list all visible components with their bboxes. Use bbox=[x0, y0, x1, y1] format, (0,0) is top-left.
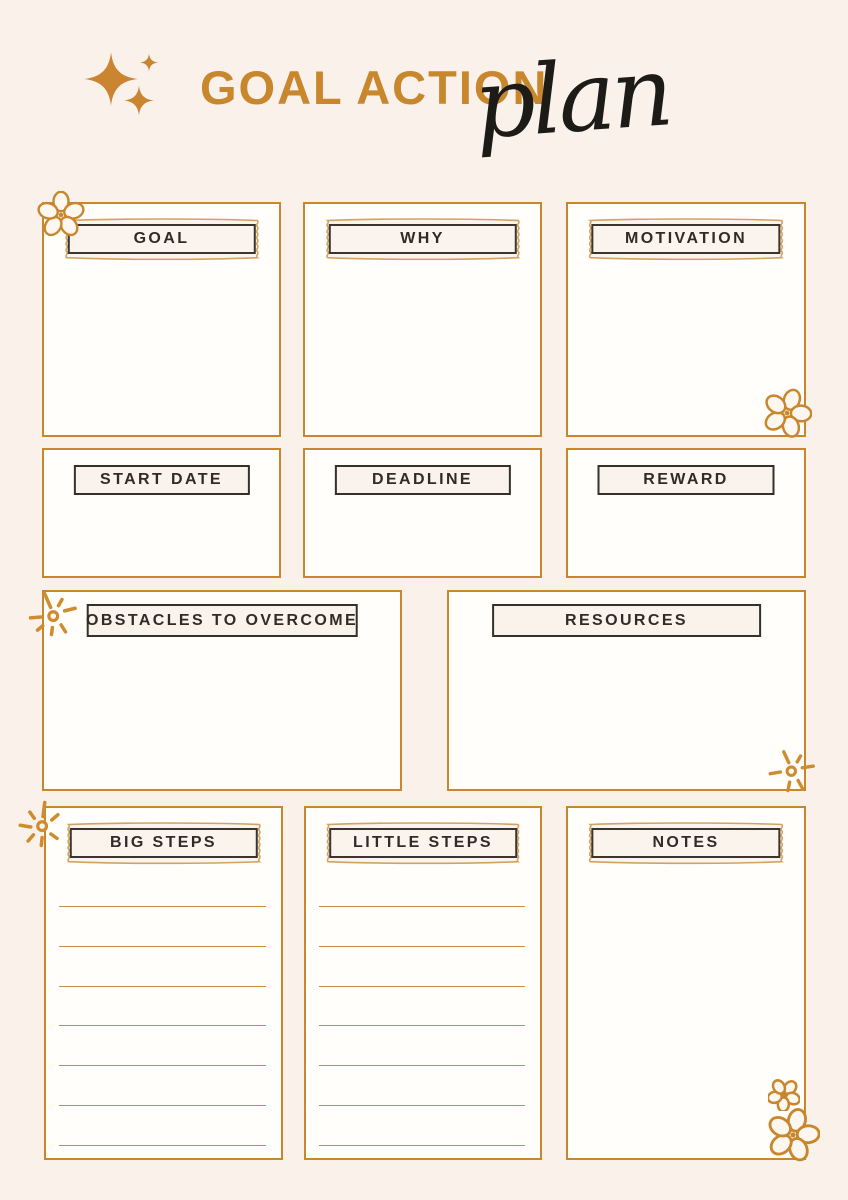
sparkle-burst-icon bbox=[27, 589, 83, 645]
ruled-line bbox=[319, 1025, 525, 1026]
deadline-section bbox=[303, 448, 542, 578]
ruled-line bbox=[319, 906, 525, 907]
resources-write-area[interactable] bbox=[453, 644, 800, 785]
page-subtitle-script: plan bbox=[470, 35, 673, 161]
obstacles-write-area[interactable] bbox=[48, 644, 396, 785]
resources-section bbox=[447, 590, 806, 791]
ruled-line bbox=[319, 1145, 525, 1146]
ruled-line bbox=[59, 946, 266, 947]
ruled-line bbox=[59, 986, 266, 987]
ruled-line bbox=[59, 1105, 266, 1106]
ruled-line bbox=[59, 1025, 266, 1026]
reward-section bbox=[566, 448, 806, 578]
ruled-line bbox=[319, 986, 525, 987]
big-steps-label: BIG STEPS bbox=[110, 834, 217, 851]
why-label-tape bbox=[320, 217, 524, 261]
obstacles-section bbox=[42, 590, 402, 791]
sparkle-star-small-icon bbox=[140, 53, 158, 72]
obstacles-label-frame bbox=[87, 604, 358, 637]
ruled-line bbox=[59, 1145, 266, 1146]
page-title: GOAL ACTION bbox=[200, 61, 549, 114]
big-steps-section bbox=[44, 806, 283, 1160]
flower-small-icon bbox=[768, 1079, 800, 1111]
sparkle-star-small-icon bbox=[124, 84, 154, 117]
resources-label-frame bbox=[492, 604, 762, 637]
reward-label-frame bbox=[598, 465, 775, 495]
little-steps-section bbox=[304, 806, 542, 1160]
big-steps-ruled-lines[interactable] bbox=[59, 906, 266, 1146]
little-steps-label: LITTLE STEPS bbox=[353, 834, 493, 851]
notes-label: NOTES bbox=[652, 834, 720, 851]
start-date-label: START DATE bbox=[100, 471, 223, 488]
reward-write-area[interactable] bbox=[572, 502, 800, 572]
notes-label-tape bbox=[583, 821, 788, 865]
ruled-line bbox=[319, 1065, 525, 1066]
ruled-line bbox=[59, 1065, 266, 1066]
why-section bbox=[303, 202, 542, 437]
why-write-area[interactable] bbox=[309, 268, 536, 431]
sparkle-burst-icon bbox=[766, 745, 820, 799]
start-date-write-area[interactable] bbox=[48, 502, 275, 572]
flower-icon bbox=[762, 388, 812, 438]
sparkle-burst-icon bbox=[15, 799, 71, 855]
resources-label: RESOURCES bbox=[565, 611, 688, 629]
big-steps-label-tape bbox=[61, 821, 265, 865]
ruled-line bbox=[319, 946, 525, 947]
reward-label: REWARD bbox=[643, 471, 729, 488]
deadline-write-area[interactable] bbox=[309, 502, 536, 572]
goal-label: GOAL bbox=[133, 230, 190, 247]
deadline-label-frame bbox=[334, 465, 510, 495]
goal-label-tape bbox=[59, 217, 263, 261]
flower-icon bbox=[766, 1108, 820, 1162]
start-date-section bbox=[42, 448, 281, 578]
little-steps-label-tape bbox=[321, 821, 525, 865]
motivation-label: MOTIVATION bbox=[624, 230, 748, 247]
why-label: WHY bbox=[400, 230, 445, 247]
ruled-line bbox=[319, 1105, 525, 1106]
deadline-label: DEADLINE bbox=[372, 471, 473, 488]
little-steps-ruled-lines[interactable] bbox=[319, 906, 525, 1146]
ruled-line bbox=[59, 906, 266, 907]
motivation-label-tape bbox=[583, 217, 788, 261]
start-date-label-frame bbox=[73, 465, 249, 495]
obstacles-label: OBSTACLES TO OVERCOME bbox=[85, 611, 359, 629]
goal-write-area[interactable] bbox=[48, 268, 275, 431]
flower-icon bbox=[37, 191, 85, 239]
